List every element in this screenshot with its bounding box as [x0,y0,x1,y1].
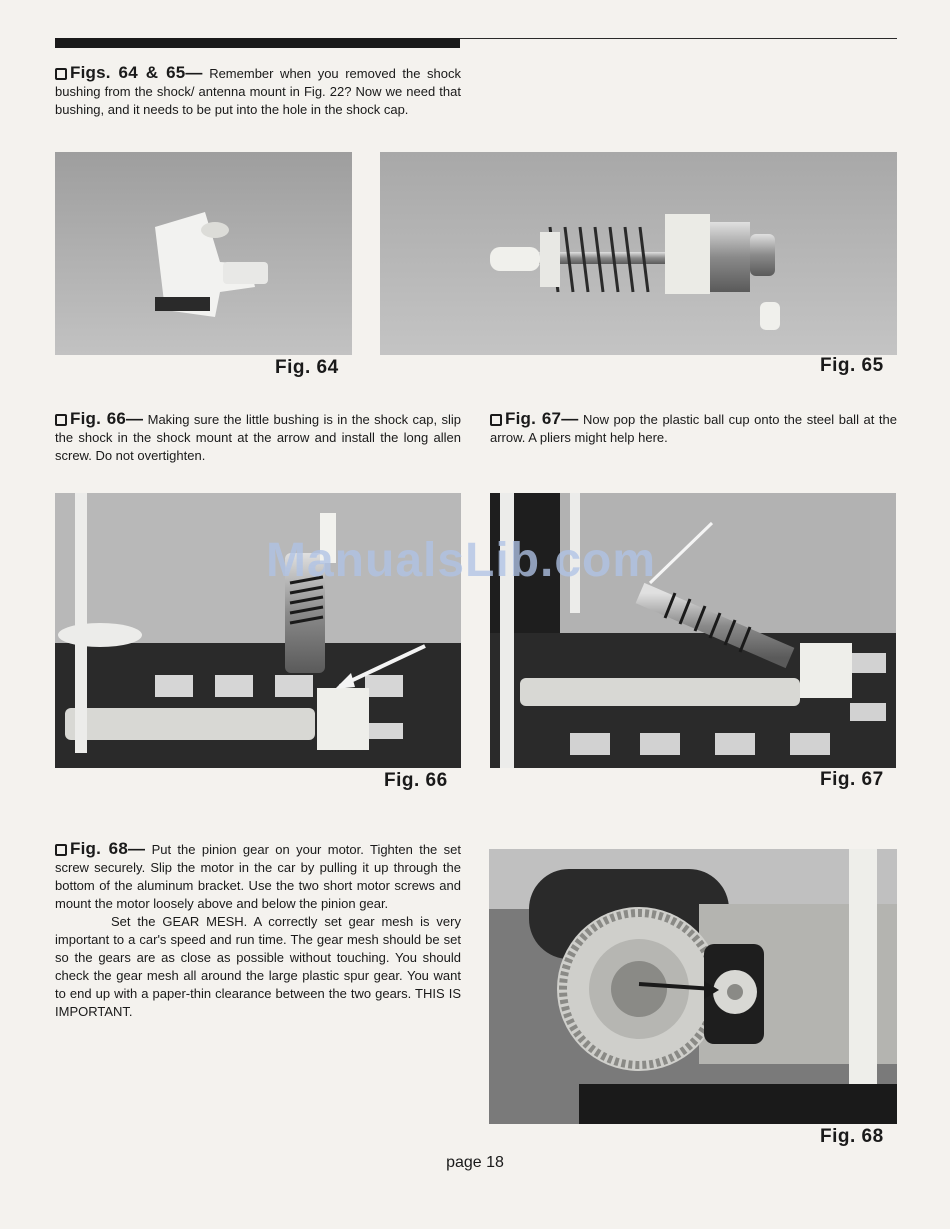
fig-68-heading: Fig. 68— [70,839,146,858]
fig-68-para-1 [55,840,461,913]
fig-67-body: Now pop the plastic ball cup onto the steel ball at the arrow. A pliers might help here. [490,412,897,445]
fig-67-caption: Fig. 67 [820,769,884,790]
fig-66-heading: Fig. 66— [70,409,144,428]
figs-64-65-heading: Figs. 64 & 65— [70,63,203,82]
header-rule-thin [460,38,897,39]
fig-68-body-1: Put the pinion gear on your motor. Tighten the set screw securely. Slip the motor in the car by pulling it up through the bottom of the aluminum bracket. Use the two short motor screws and mount the motor loosely above and below the pinion gear. [55,842,461,911]
checkbox-icon [55,844,67,856]
checkbox-icon [55,414,67,426]
fig-66-body: Making sure the little bushing is in the shock cap, slip the shock in the shock mount at the arrow and install the long allen screw. Do not overtighten. [55,412,461,463]
fig-67-paragraph [490,410,897,447]
fig-68-paragraph [55,840,461,1021]
fig-65-photo [380,152,897,355]
fig-64-caption: Fig. 64 [275,357,339,378]
fig-68-para-2 [55,913,461,1021]
fig-66-caption: Fig. 66 [384,770,448,791]
fig-68-photo [489,849,897,1124]
checkbox-icon [55,68,67,80]
fig-68-caption: Fig. 68 [820,1126,884,1147]
manualslib-watermark: ManualsLib.com [266,534,657,587]
fig-68-body-2: Set the GEAR MESH. A correctly set gear mesh is very important to a car's speed and run time. The gear mesh should be set so the gears are as close as possible without touching. You should check the gear mesh all around the large plastic spur gear. You want to end up with a paper-thin clearance between the two gears. THIS IS IMPORTANT. [55,914,461,1019]
fig-67-heading: Fig. 67— [505,409,579,428]
fig-65-caption: Fig. 65 [820,355,884,376]
checkbox-icon [490,414,502,426]
fig-64-photo [55,152,352,355]
header-rule-thick [55,38,460,48]
figs-64-65-body: Remember when you removed the shock bushing from the shock/ antenna mount in Fig. 22? Now we need that bushing, and it needs to be put into the hole in the shock cap. [55,66,461,117]
fig-66-paragraph [55,410,461,465]
page-number: page 18 [446,1154,504,1171]
figs-64-65-paragraph [55,64,461,119]
